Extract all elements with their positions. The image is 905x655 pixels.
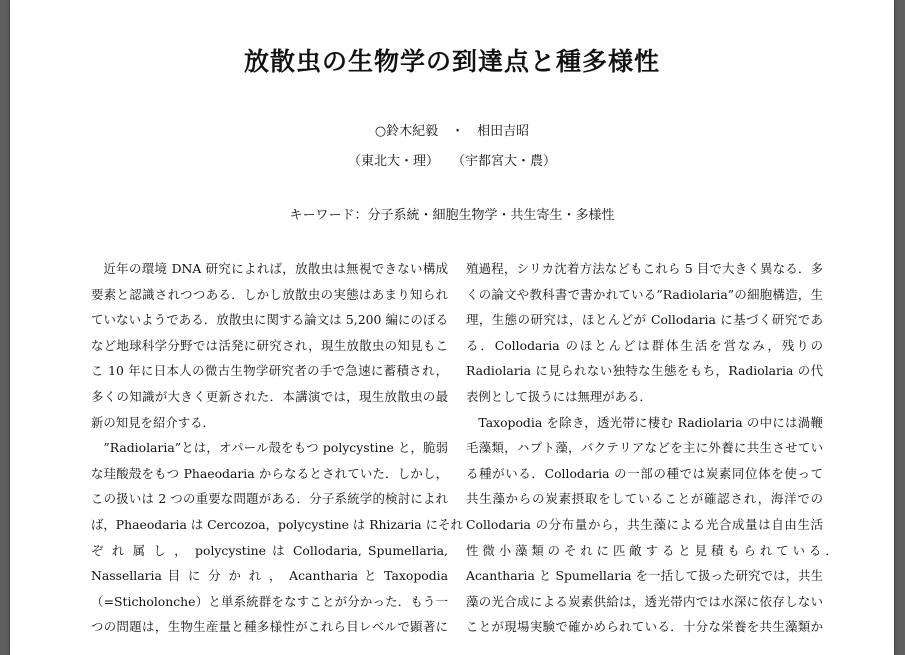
text-line: 藻の光合成による炭素供給は，透光帯内では水深に依存しない bbox=[466, 593, 823, 609]
text-line: ていないようである．放散虫に関する論文は 5,200 編にのぼる bbox=[91, 312, 448, 328]
text-line: る種がいる．Collodaria の一部の種では炭素同位体を使って bbox=[466, 465, 823, 481]
text-line: 理，生態の研究は，ほとんどが Collodaria に基づく研究であ bbox=[466, 312, 823, 328]
affiliations: （東北大・理） （宇都宮大・農） bbox=[347, 154, 556, 169]
text-line: ぞ れ 属 し ， polycystine は Collodaria, Spumellaria, bbox=[91, 542, 448, 558]
text-line: 性 微 小 藻 類 の そ れ に 匹 敵 す る と 見 積 も ら れ て い る ． bbox=[466, 542, 838, 558]
text-line: Nassellaria 目 に 分 か れ ， Acantharia と Taxopodia bbox=[91, 568, 448, 584]
text-line: な珪酸殻をもつ Phaeodaria からなるとされていた．しかし， bbox=[91, 465, 448, 481]
text-line: くの論文や教科書で書かれている”Radiolaria”の細胞構造，生 bbox=[466, 286, 823, 302]
text-line: ば，Phaeodaria は Cercozoa，polycystine は Rhizaria にそれ bbox=[91, 516, 463, 532]
right-column bbox=[466, 256, 838, 640]
text-line: 毛藻類，ハプト藻，バクテリアなどを主に外養に共生させてい bbox=[466, 440, 823, 456]
text-line: 表例として扱うには無理がある． bbox=[466, 388, 652, 404]
text-line: 新の知見を紹介する． bbox=[91, 414, 215, 430]
text-line: 近年の環境 DNA 研究によれば，放散虫は無視できない構成 bbox=[103, 261, 448, 276]
left-column bbox=[91, 256, 463, 640]
text-line: る．Collodaria のほとんどは群体生活を営なみ，残りの bbox=[466, 337, 823, 353]
text-line: 殖過程，シリカ沈着方法などもこれら 5 目で大きく異なる．多 bbox=[466, 261, 823, 276]
text-line: こ 10 年に日本人の微古生物学研究者の手で急速に蓄積され， bbox=[91, 363, 448, 379]
text-line: Taxopodia を除き，透光帯に棲む Radiolaria の中には渦鞭 bbox=[478, 414, 823, 430]
text-line: （=Sticholonche）と単系統群をなすことが分かった．もう一 bbox=[91, 593, 448, 609]
document-page bbox=[10, 0, 894, 655]
text-line: Collodaria の分布量から，共生藻による光合成量は自由生活 bbox=[466, 516, 823, 532]
text-line: Acantharia と Spumellaria を一括して扱った研究では，共生 bbox=[466, 568, 823, 584]
text-line: 多くの知識が大きく更新された．本講演では，現生放散虫の最 bbox=[91, 388, 448, 404]
text-line: つの問題は，生物生産量と種多様性がこれら目レベルで顕著に bbox=[91, 619, 448, 635]
text-line: ことが現場実験で確かめられている．十分な栄養を共生藻類か bbox=[466, 619, 823, 635]
text-line: Radiolaria に見られない独特な生態をもち，Radiolaria の代 bbox=[466, 363, 823, 379]
text-line: ”Radiolaria”とは，オパール殻をもつ polycystine と，脆弱 bbox=[103, 440, 448, 456]
paper-title: 放散虫の生物学の到達点と種多様性 bbox=[243, 47, 660, 76]
authors: ○鈴木紀毅 ・ 相田吉昭 bbox=[374, 124, 530, 139]
text-line: この扱いは 2 つの重要な問題がある．分子系統学的検討によれ bbox=[91, 491, 448, 507]
text-line: 共生藻からの炭素摂取をしていることが確認され，海洋での bbox=[466, 491, 823, 507]
text-line: 要素と認識されつつある．しかし放散虫の実態はあまり知られ bbox=[91, 286, 448, 302]
keywords: キーワード：分子系統・細胞生物学・共生寄生・多様性 bbox=[289, 208, 615, 223]
text-line: など地球科学分野では活発に研究され，現生放散虫の知見もこ bbox=[91, 337, 448, 353]
